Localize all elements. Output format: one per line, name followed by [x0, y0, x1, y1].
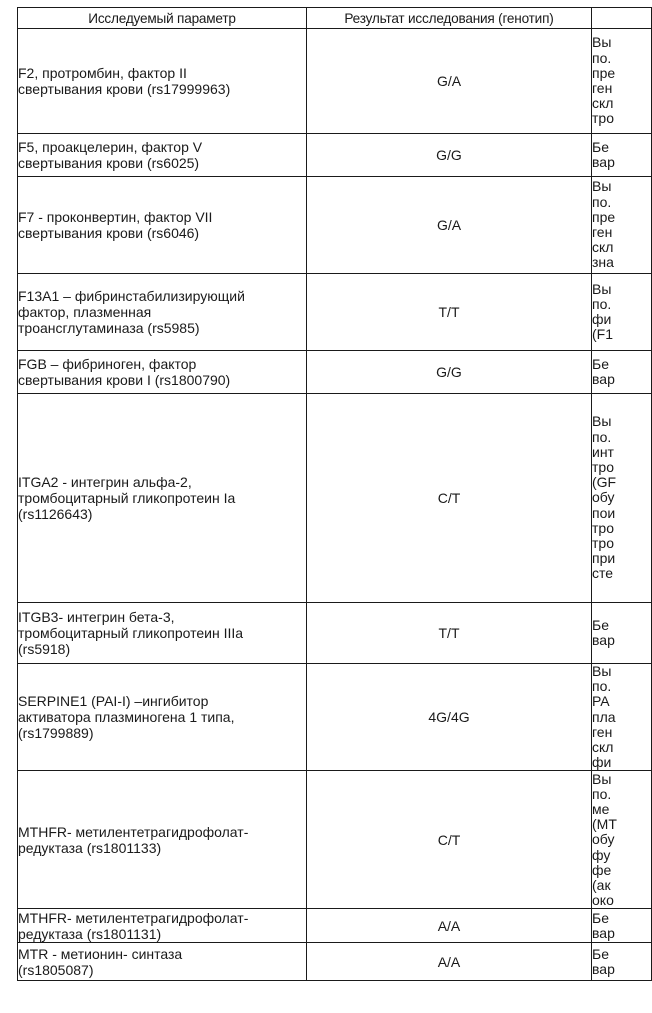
- genotype-cell: A/A: [307, 943, 592, 981]
- genotype-results-table: [17, 7, 652, 981]
- parameter-cell: [18, 943, 307, 981]
- interpretation-line: зна: [592, 254, 614, 271]
- parameter-line: MTHFR- метилентетрагидрофолат-: [18, 909, 249, 926]
- interpretation-line: тро: [592, 458, 614, 475]
- parameter-line: F2, протромбин, фактор II: [18, 65, 187, 81]
- genotype-cell: T/T: [307, 603, 592, 664]
- parameter-line: свертывания крови I (rs1800790): [18, 372, 231, 388]
- interpretation-cell: [592, 943, 652, 981]
- table-row: [18, 943, 652, 981]
- interpretation-line: Вы: [592, 770, 612, 787]
- header-interpretation: [592, 8, 652, 29]
- interpretation-cell: [592, 177, 652, 274]
- table-header-row: [18, 8, 652, 29]
- table-row: [18, 177, 652, 274]
- interpretation-cell: [592, 134, 652, 177]
- interpretation-line: скл: [592, 739, 614, 756]
- parameter-line: (rs1126643): [18, 506, 93, 522]
- interpretation-line: PA: [592, 693, 610, 710]
- parameter-line: редуктаза (rs1801133): [18, 839, 162, 856]
- genotype-cell: A/A: [307, 909, 592, 943]
- interpretation-line: скл: [592, 95, 614, 112]
- parameter-line: MTR - метионин- синтаза: [18, 945, 183, 962]
- parameter-cell: [18, 274, 307, 351]
- interpretation-line: пои: [592, 504, 616, 521]
- parameter-cell: [18, 603, 307, 664]
- interpretation-line: вар: [592, 371, 615, 387]
- parameter-cell: [18, 177, 307, 274]
- table-row: [18, 771, 652, 909]
- table-row: [18, 274, 652, 351]
- interpretation-cell: [592, 603, 652, 664]
- interpretation-line: Вы: [592, 663, 612, 679]
- interpretation-cell: [592, 29, 652, 134]
- interpretation-line: Вы: [592, 34, 612, 51]
- parameter-line: FGB – фибриноген, фактор: [18, 356, 197, 372]
- interpretation-line: Вы: [592, 413, 612, 430]
- parameter-line: SERPINE1 (PAI-I) –ингибитор: [18, 693, 209, 710]
- parameter-line: тромбоцитарный гликопротеин Ia: [18, 490, 236, 506]
- interpretation-cell: [592, 394, 652, 603]
- interpretation-cell: [592, 771, 652, 909]
- interpretation-line: пла: [592, 708, 616, 725]
- header-param: Исследуемый параметр: [18, 8, 307, 29]
- parameter-line: троансглутаминаза (rs5985): [18, 320, 200, 336]
- interpretation-line: вар: [592, 632, 615, 648]
- genotype-cell: G/A: [307, 177, 592, 274]
- interpretation-line: по.: [592, 193, 612, 210]
- interpretation-line: по.: [592, 295, 612, 312]
- genotype-cell: T/T: [307, 274, 592, 351]
- interpretation-line: ме: [592, 800, 610, 817]
- interpretation-line: пре: [592, 208, 616, 225]
- table-row: [18, 351, 652, 394]
- parameter-line: (rs1799889): [18, 725, 94, 742]
- table-row: [18, 603, 652, 664]
- interpretation-line: фи: [592, 311, 612, 327]
- table-row: [18, 909, 652, 943]
- genotype-cell: C/T: [307, 771, 592, 909]
- table-row: [18, 664, 652, 771]
- parameter-line: свертывания крови (rs6046): [18, 225, 200, 241]
- parameter-line: MTHFR- метилентетрагидрофолат-: [18, 823, 249, 840]
- parameter-cell: [18, 394, 307, 603]
- genotype-cell: G/A: [307, 29, 592, 134]
- parameter-line: ITGB3- интегрин бета-3,: [18, 609, 175, 625]
- parameter-line: активатора плазминогена 1 типа,: [18, 709, 235, 726]
- interpretation-line: по.: [592, 785, 612, 802]
- interpretation-line: при: [592, 550, 616, 567]
- interpretation-cell: [592, 664, 652, 771]
- parameter-line: редуктаза (rs1801131): [18, 925, 162, 942]
- parameter-line: тромбоцитарный гликопротеин IIIa: [18, 625, 244, 641]
- interpretation-line: ген: [592, 723, 613, 740]
- interpretation-line: обу: [592, 489, 615, 506]
- interpretation-line: тро: [592, 535, 614, 551]
- interpretation-line: Вы: [592, 178, 612, 195]
- interpretation-line: тро: [592, 519, 614, 536]
- table-row: [18, 29, 652, 134]
- interpretation-line: вар: [592, 960, 615, 977]
- interpretation-line: пре: [592, 64, 616, 81]
- header-result: Результат исследования (генотип): [307, 8, 592, 29]
- interpretation-line: сте: [592, 565, 614, 582]
- parameter-line: свертывания крови (rs6025): [18, 155, 200, 171]
- genotype-cell: G/G: [307, 134, 592, 177]
- interpretation-line: фи: [592, 754, 612, 771]
- interpretation-line: фу: [592, 846, 611, 863]
- interpretation-line: вар: [592, 154, 615, 170]
- interpretation-line: по.: [592, 49, 612, 66]
- interpretation-line: (MT: [592, 816, 617, 833]
- interpretation-line: Бе: [592, 138, 609, 155]
- interpretation-line: ген: [592, 80, 613, 96]
- parameter-line: (rs1805087): [18, 961, 94, 978]
- interpretation-line: Бе: [592, 945, 609, 962]
- interpretation-line: инт: [592, 443, 614, 460]
- interpretation-line: вар: [592, 924, 615, 941]
- table-body: [18, 29, 652, 981]
- interpretation-line: по.: [592, 428, 612, 445]
- interpretation-line: (ак: [592, 876, 611, 893]
- interpretation-line: тро: [592, 110, 614, 127]
- table-row: [18, 134, 652, 177]
- interpretation-line: (F1: [592, 326, 613, 343]
- interpretation-cell: [592, 274, 652, 351]
- interpretation-line: ген: [592, 224, 613, 240]
- parameter-line: F13A1 – фибринстабилизирующий: [18, 288, 245, 304]
- parameter-cell: [18, 771, 307, 909]
- parameter-cell: [18, 134, 307, 177]
- interpretation-line: скл: [592, 239, 614, 256]
- parameter-cell: [18, 351, 307, 394]
- interpretation-line: по.: [592, 678, 612, 695]
- interpretation-line: (GF: [592, 474, 617, 491]
- interpretation-line: Бе: [592, 355, 609, 372]
- parameter-line: F7 - проконвертин, фактор VII: [18, 209, 213, 225]
- parameter-line: ITGA2 - интегрин альфа-2,: [18, 474, 192, 490]
- parameter-cell: [18, 909, 307, 943]
- genotype-cell: 4G/4G: [307, 664, 592, 771]
- interpretation-line: фе: [592, 861, 612, 878]
- parameter-line: F5, проакцелерин, фактор V: [18, 139, 203, 155]
- interpretation-line: око: [592, 892, 614, 909]
- parameter-cell: [18, 664, 307, 771]
- table-row: [18, 394, 652, 603]
- interpretation-cell: [592, 909, 652, 943]
- interpretation-line: Вы: [592, 280, 612, 297]
- parameter-line: (rs5918): [18, 641, 71, 657]
- parameter-line: фактор, плазменная: [18, 304, 152, 320]
- parameter-cell: [18, 29, 307, 134]
- parameter-line: свертывания крови (rs17999963): [18, 81, 231, 97]
- genotype-cell: G/G: [307, 351, 592, 394]
- interpretation-cell: [592, 351, 652, 394]
- genotype-cell: C/T: [307, 394, 592, 603]
- interpretation-line: Бе: [592, 909, 609, 926]
- interpretation-line: Бе: [592, 616, 609, 633]
- interpretation-line: обу: [592, 831, 615, 848]
